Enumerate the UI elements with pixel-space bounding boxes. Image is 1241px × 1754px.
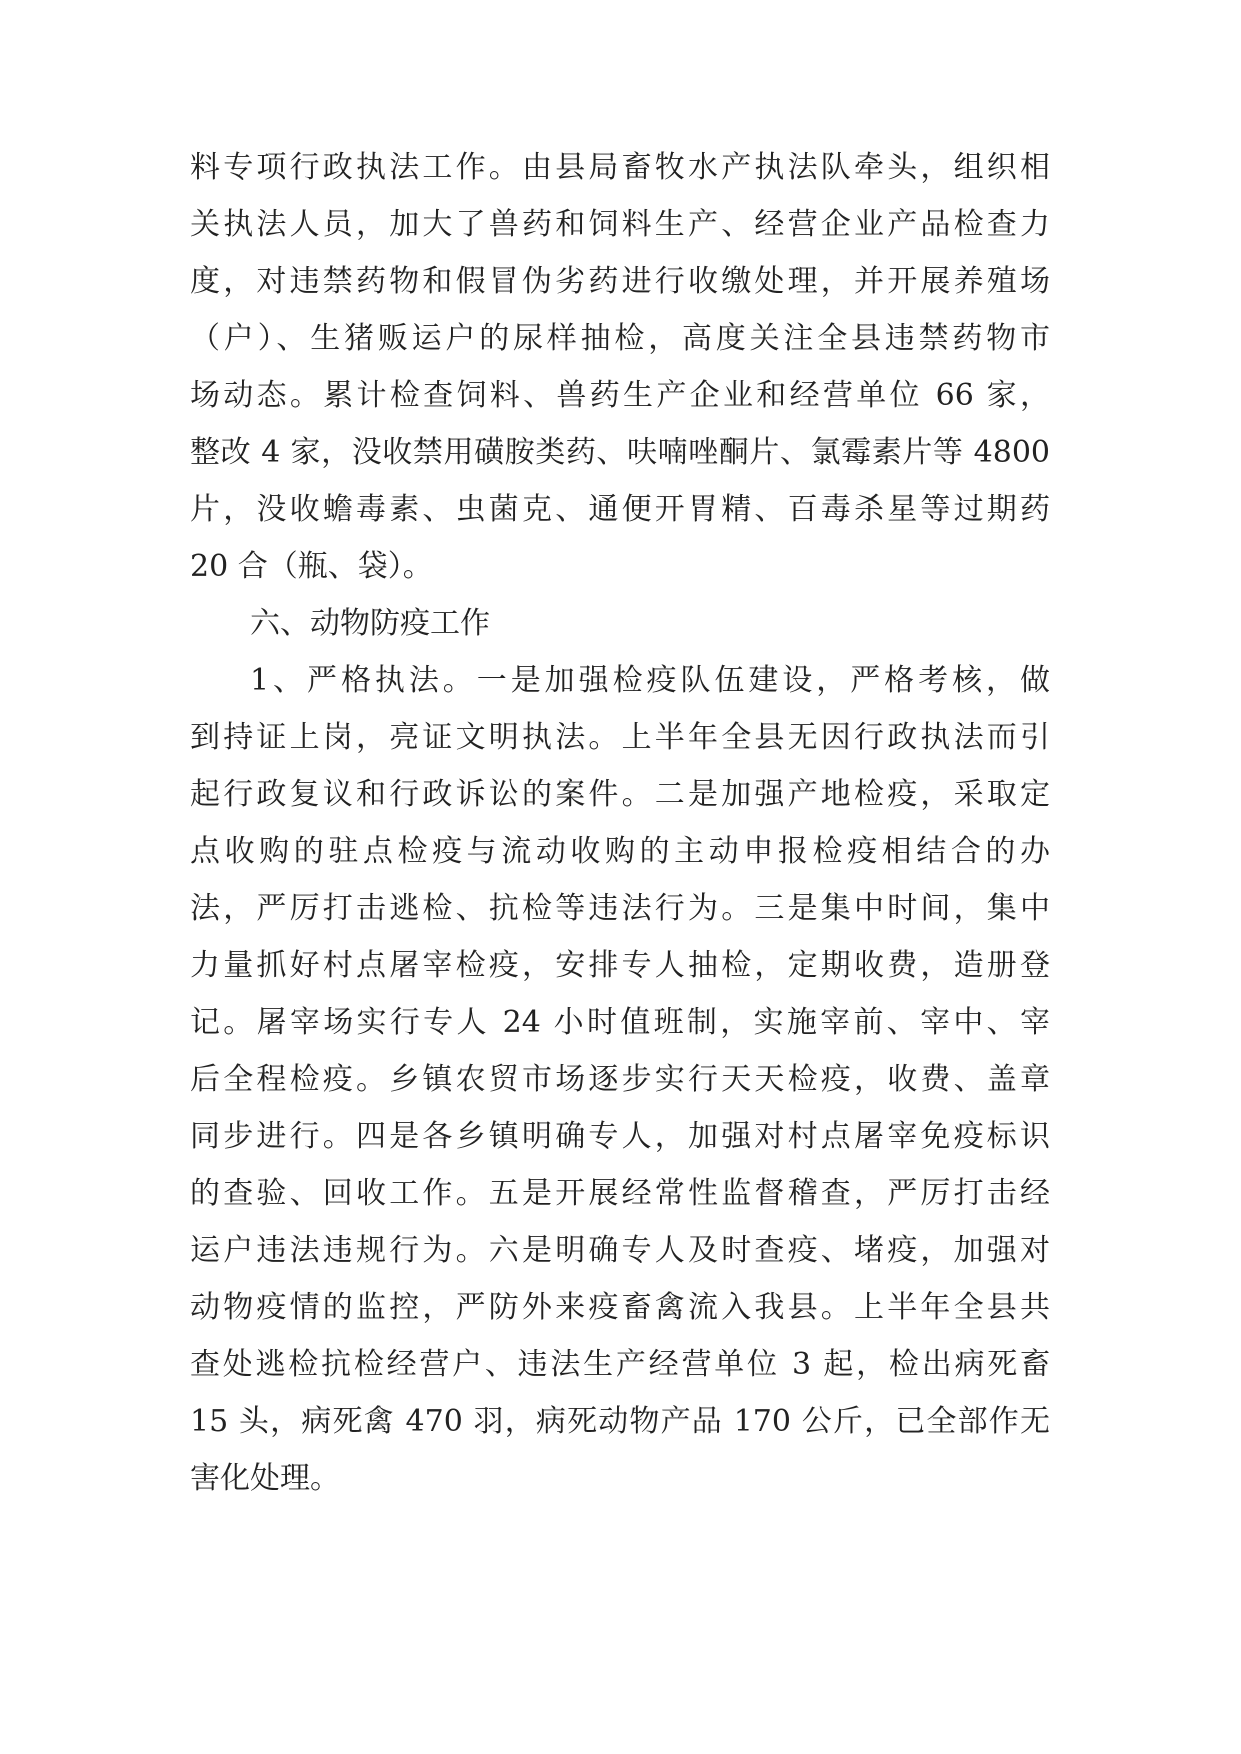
paragraph-line: 关执法人员，加大了兽药和饲料生产、经营企业产品检查力 <box>190 207 1050 242</box>
paragraph-line: 害化处理。 <box>190 1461 340 1496</box>
paragraph-line: 片，没收蟾毒素、虫菌克、通便开胃精、百毒杀星等过期药 <box>190 492 1050 527</box>
paragraph-line: 15 头，病死禽 470 羽，病死动物产品 170 公斤，已全部作无 <box>190 1404 1050 1439</box>
paragraph-line: 点收购的驻点检疫与流动收购的主动申报检疫相结合的办 <box>190 834 1050 869</box>
paragraph-line: 1、严格执法。一是加强检疫队伍建设，严格考核，做 <box>250 663 1050 698</box>
paragraph-line: 整改 4 家，没收禁用磺胺类药、呋喃唑酮片、氯霉素片等 4800 <box>190 435 1050 470</box>
section-heading: 六、动物防疫工作 <box>250 606 490 641</box>
paragraph-line: 到持证上岗，亮证文明执法。上半年全县无因行政执法而引 <box>190 720 1050 755</box>
paragraph-line: 起行政复议和行政诉讼的案件。二是加强产地检疫，采取定 <box>190 777 1050 812</box>
paragraph-line: 法，严厉打击逃检、抗检等违法行为。三是集中时间，集中 <box>190 891 1050 926</box>
paragraph-line: 场动态。累计检查饲料、兽药生产企业和经营单位 66 家， <box>190 378 1050 413</box>
paragraph-line: 度，对违禁药物和假冒伪劣药进行收缴处理，并开展养殖场 <box>190 264 1050 299</box>
paragraph-line: 后全程检疫。乡镇农贸市场逐步实行天天检疫，收费、盖章 <box>190 1062 1050 1097</box>
paragraph-line: 同步进行。四是各乡镇明确专人，加强对村点屠宰免疫标识 <box>190 1119 1050 1154</box>
paragraph-line: （户）、生猪贩运户的尿样抽检，高度关注全县违禁药物市 <box>190 321 1050 356</box>
paragraph-line: 力量抓好村点屠宰检疫，安排专人抽检，定期收费，造册登 <box>190 948 1050 983</box>
paragraph-line: 记。屠宰场实行专人 24 小时值班制，实施宰前、宰中、宰 <box>190 1005 1050 1040</box>
paragraph-line: 的查验、回收工作。五是开展经常性监督稽查，严厉打击经 <box>190 1176 1050 1211</box>
paragraph-line: 查处逃检抗检经营户、违法生产经营单位 3 起，检出病死畜 <box>190 1347 1050 1382</box>
paragraph-line: 料专项行政执法工作。由县局畜牧水产执法队牵头，组织相 <box>190 150 1050 185</box>
paragraph-line: 运户违法违规行为。六是明确专人及时查疫、堵疫，加强对 <box>190 1233 1050 1268</box>
paragraph-line: 动物疫情的监控，严防外来疫畜禽流入我县。上半年全县共 <box>190 1290 1050 1325</box>
paragraph-line: 20 合（瓶、袋）。 <box>190 549 433 584</box>
